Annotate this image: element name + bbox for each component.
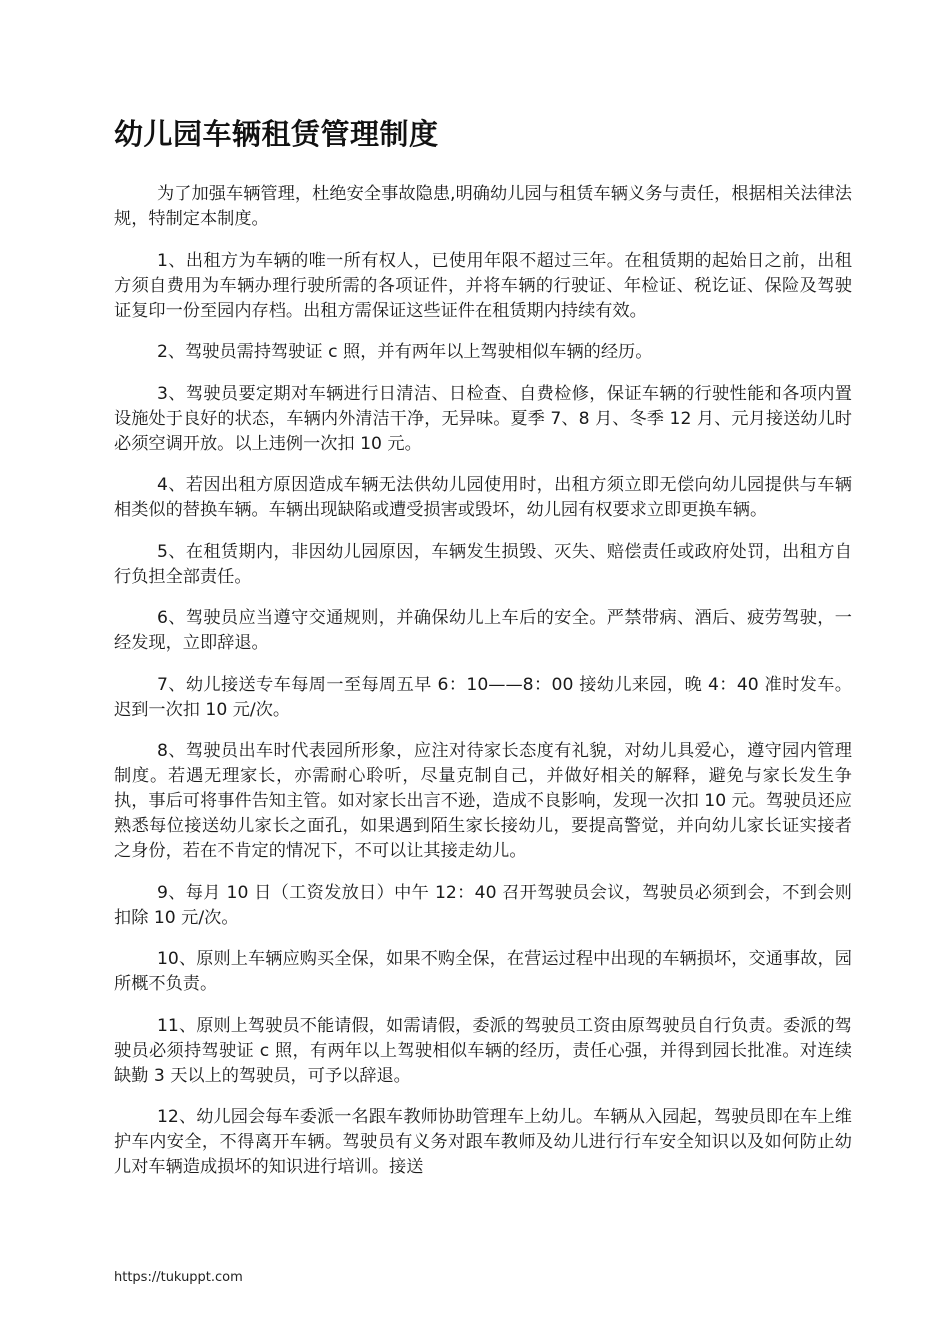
rule-paragraph-1: 1、出租方为车辆的唯一所有权人，已使用年限不超过三年。在租赁期的起始日之前，出租方须自费用为车辆办理行驶所需的各项证件，并将车辆的行驶证、年检证、税讫证、保险及驾驶证复印一份至园内存档。出租方需保证这些证件在租赁期内持续有效。: [114, 250, 852, 321]
document-body: [114, 182, 852, 1197]
rule-paragraph-8: 8、驾驶员出车时代表园所形象，应注对待家长态度有礼貌，对幼儿具爱心，遵守园内管理制度。若遇无理家长，亦需耐心聆听，尽量克制自己，并做好相关的解释，避免与家长发生争执，事后可将事件告知主管。如对家长出言不逊，造成不良影响，发现一次扣 10 元。驾驶员还应熟悉每位接送幼儿家长之面孔，如果遇到陌生家长接幼儿，要提高警觉，并向幼儿家长证实接者之身份，若在不肯定的情况下，不可以让其接走幼儿。: [114, 741, 852, 861]
rule-paragraph-7: 7、幼儿接送专车每周一至每周五早 6：10——8：00 接幼儿来园，晚 4：40 准时发车。迟到一次扣 10 元/次。: [114, 674, 852, 720]
rule-paragraph-6: 6、驾驶员应当遵守交通规则，并确保幼儿上车后的安全。严禁带病、酒后、疲劳驾驶，一经发现，立即辞退。: [114, 608, 852, 653]
intro-paragraph: 为了加强车辆管理，杜绝安全事故隐患,明确幼儿园与租赁车辆义务与责任，根据相关法律法规，特制定本制度。: [114, 184, 852, 229]
rule-paragraph-11: 11、原则上驾驶员不能请假，如需请假，委派的驾驶员工资由原驾驶员自行负责。委派的驾驶员必须持驾驶证 c 照，有两年以上驾驶相似车辆的经历，责任心强，并得到园长批准。对连续缺勤 3 天以上的驾驶员，可予以辞退。: [114, 1015, 852, 1086]
rule-paragraph-12: 12、幼儿园会每车委派一名跟车教师协助管理车上幼儿。车辆从入园起，驾驶员即在车上维护车内安全，不得离开车辆。驾驶员有义务对跟车教师及幼儿进行行车安全知识以及如何防止幼儿对车辆造成损坏的知识进行培训。接送: [114, 1107, 852, 1177]
rule-paragraph-10: 10、原则上车辆应购买全保，如果不购全保，在营运过程中出现的车辆损坏，交通事故，园所概不负责。: [114, 949, 852, 994]
page-title: 幼儿园车辆租赁管理制度: [114, 117, 439, 151]
rule-paragraph-9: 9、每月 10 日（工资发放日）中午 12：40 召开驾驶员会议，驾驶员必须到会，不到会则扣除 10 元/次。: [114, 882, 852, 928]
rule-paragraph-4: 4、若因出租方原因造成车辆无法供幼儿园使用时，出租方须立即无偿向幼儿园提供与车辆相类似的替换车辆。车辆出现缺陷或遭受损害或毁坏，幼儿园有权要求立即更换车辆。: [114, 475, 852, 520]
footer-url: https://tukuppt.com: [114, 1270, 243, 1285]
rule-paragraph-5: 5、在租赁期内，非因幼儿园原因，车辆发生损毁、灭失、赔偿责任或政府处罚，出租方自行负担全部责任。: [114, 541, 852, 587]
rule-paragraph-3: 3、驾驶员要定期对车辆进行日清洁、日检查、自费检修，保证车辆的行驶性能和各项内置设施处于良好的状态，车辆内外清洁干净，无异味。夏季 7、8 月、冬季 12 月、元月接送幼儿时必须空调开放。以上违例一次扣 10 元。: [114, 383, 852, 454]
rule-paragraph-2: 2、驾驶员需持驾驶证 c 照，并有两年以上驾驶相似车辆的经历。: [157, 342, 653, 362]
